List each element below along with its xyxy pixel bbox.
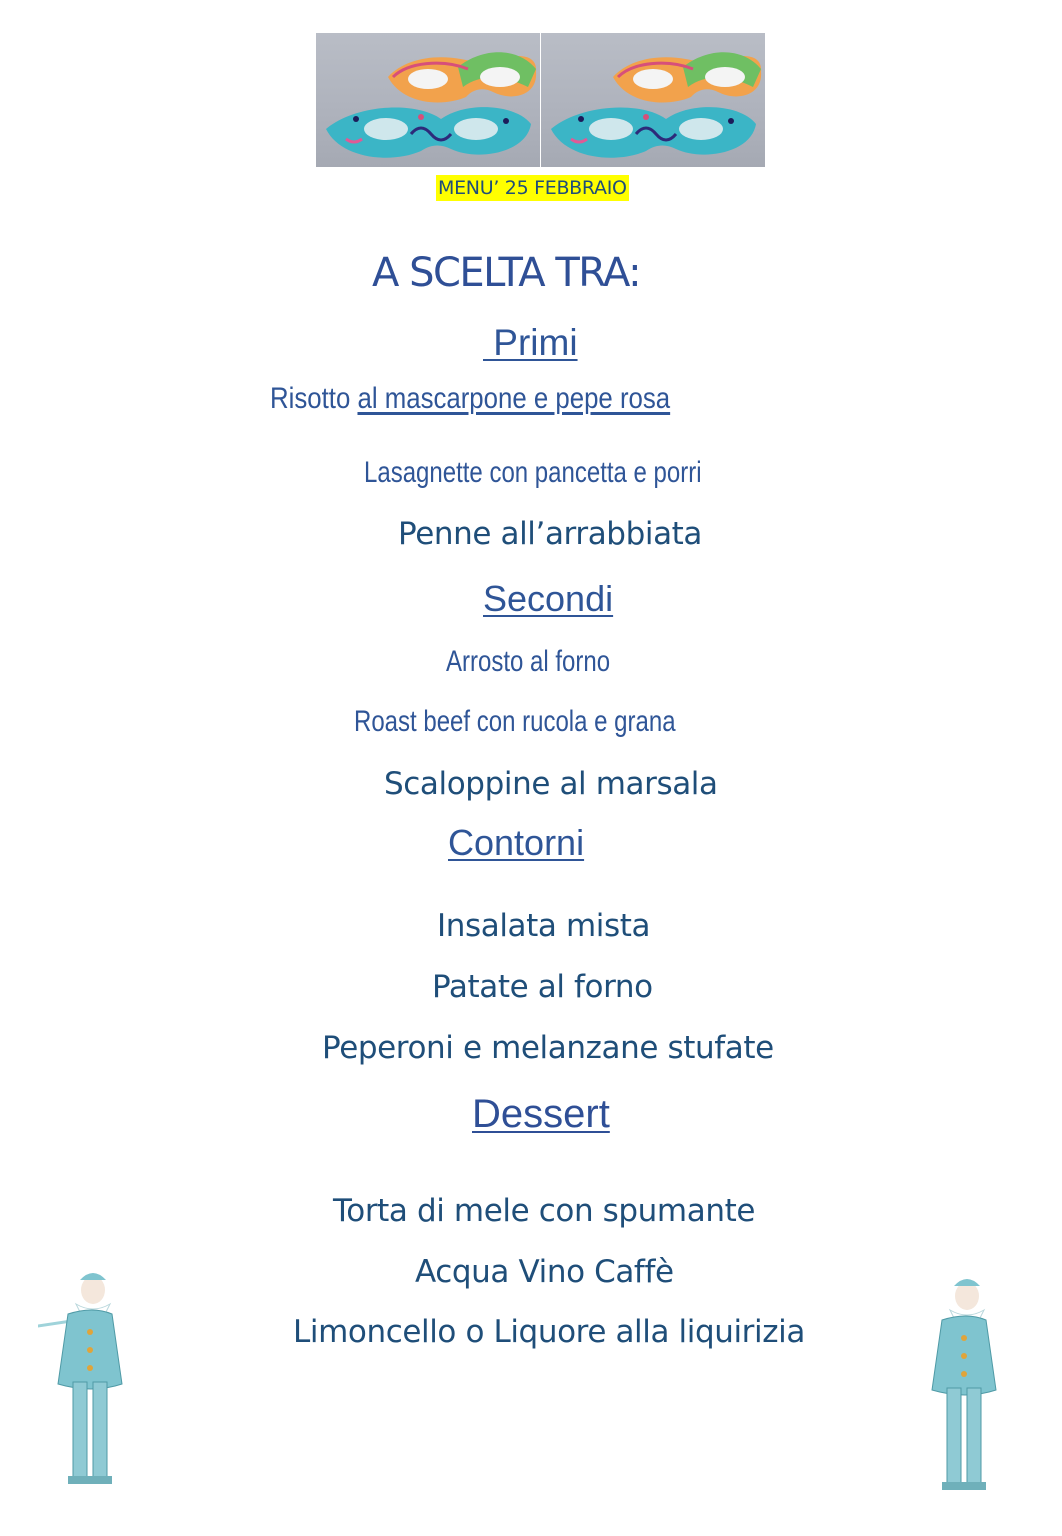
dessert-item-limoncello: Limoncello o Liquore alla liquirizia [293,1314,805,1350]
dessert-item-torta: Torta di mele con spumante [333,1193,755,1229]
page-title: A SCELTA TRA: [372,250,641,296]
risotto-label: Risotto [270,382,358,415]
menu-date-label: MENU’ 25 FEBBRAIO [438,177,627,199]
section-heading-dessert: Dessert [472,1092,610,1136]
primi-item-risotto [270,382,670,416]
secondi-item-arrosto: Arrosto al forno [446,645,611,678]
secondi-item-roast-beef: Roast beef con rucola e grana [354,705,676,738]
pierrot-figure-left [38,1262,140,1494]
section-heading-primi: Primi [483,322,578,363]
contorni-item-patate: Patate al forno [432,969,653,1005]
section-heading-secondi: Secondi [483,578,614,619]
primi-item-penne: Penne all’arrabbiata [398,516,703,552]
section-heading-contorni: Contorni [448,822,585,863]
contorni-item-peperoni: Peperoni e melanzane stufate [322,1030,774,1066]
orange-mask [388,52,536,102]
pierrot-figure-right [912,1268,1014,1500]
primi-item-lasagnette: Lasagnette con pancetta e porri [364,456,702,489]
carnival-masks-photo-left [316,33,540,167]
secondi-item-scaloppine: Scaloppine al marsala [384,766,718,802]
risotto-description: al mascarpone e pepe rosa [357,382,671,415]
blue-mask [326,107,531,158]
carnival-masks-photo-right [541,33,765,167]
dessert-item-bevande: Acqua Vino Caffè [415,1254,674,1290]
contorni-item-insalata: Insalata mista [437,908,651,944]
